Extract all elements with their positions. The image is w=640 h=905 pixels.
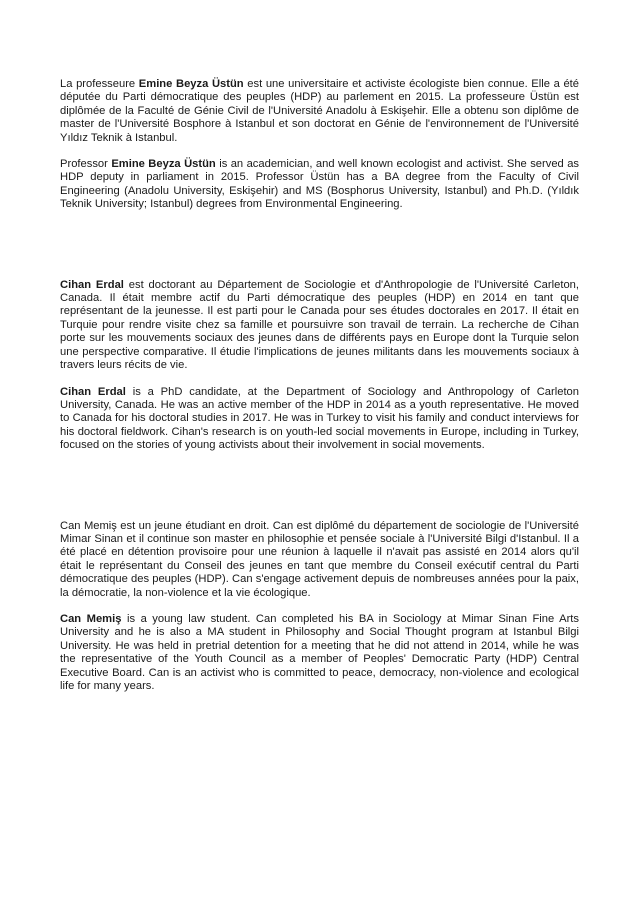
bio-3-english: Can Memiş is a young law student. Can completed his BA in Sociology at Mimar Sinan Fine Arts University and he is also a MA student in Philosophy and Social Thought program at Istanbul Bilgi University. He was held in pretrial detention for a meeting that he did not attend in 2014, while he was the representative of the Youth Council as a member of Peoples' Democratic Party (HDP) Central Executive Board. Can is an activist who is committed to peace, democracy, non-violence and ecological life for many years.: [60, 612, 580, 692]
document-page: [60, 78, 579, 693]
bio-1-english-name: Emine Beyza Üstün: [111, 158, 216, 171]
bio-1-french: La professeure Emine Beyza Üstün est une universitaire et activiste écologiste bien connue. Elle a été députée du Parti démocratique des peuples (HDP) au parlement en 2015. La professeure Üstün est diplômée de la Faculté de Génie Civil de l'Université Anadolu à Eskişehir. Elle a obtenu son diplôme de master de l'Université Bosphore à Istanbul et son doctorat en Génie de l'environnement de l'Université Yıldız Teknik à Istanbul.: [60, 78, 579, 144]
bio-2-english-name: Cihan Erdal: [60, 385, 126, 398]
bio-2-french-name: Cihan Erdal: [60, 278, 124, 291]
bio-2-english: Cihan Erdal is a PhD candidate, at the Department of Sociology and Anthropology of Carleton University, Canada. He was an active member of the HDP in 2014 as a youth representative. He moved to Canada for his doctoral studies in 2017. He was in Turkey to visit his family and conduct interviews for his doctoral fieldwork. Cihan's research is on youth-led social movements in Europe, including in Turkey, focused on the stories of young activists about their involvement in social movements.: [60, 385, 579, 452]
bio-1-french-name: Emine Beyza Üstün: [138, 78, 244, 90]
bio-2-french: Cihan Erdal est doctorant au Département de Sociologie et d'Anthropologie de l'Université Carleton, Canada. Il était membre actif du Parti démocratique des peuples (HDP) en 2014 en tant que représentant de la jeunesse. Il est parti pour le Canada pour ses études doctorales en 2017. Il était en Turquie pour rendre visite chez sa famille et poursuivre son travail de terrain. La recherche de Cihan porte sur les mouvements sociaux des jeunes dans de différents pays en Europe dont la Turquie selon une perspective comparative. Il étudie l'implications de jeunes militants dans les mouvements sociaux à travers leurs récits de vie.: [60, 278, 579, 372]
bio-3-french: Can Memiş est un jeune étudiant en droit. Can est diplômé du département de sociologie de l'Université Mimar Sinan et il continue son master en philosophie et pensée sociale à l'Université Bilgi d'Istanbul. Il a été placé en détention provisoire pour une réunion à laquelle il n'avait pas assisté en 2014 alors qu'il était le représentant du Conseil des jeunes en tant que membre du Conseil exécutif central du Parti démocratique des peuples (HDP). Can s'engage activement depuis de nombreuses années pour la paix, la démocratie, la non-violence et la vie écologique.: [60, 519, 579, 599]
bio-3-english-name: Can Memiş: [60, 612, 122, 625]
bio-1-english: Professor Emine Beyza Üstün is an academician, and well known ecologist and activist. She served as HDP deputy in parliament in 2015. Professor Üstün has a BA degree from the Faculty of Civil Engineering (Anadolu University, Eskişehir) and MS (Bosphorus University, Istanbul) and Ph.D. (Yıldık Teknik University; Istanbul) degrees from Environmental Engineering.: [60, 158, 580, 211]
